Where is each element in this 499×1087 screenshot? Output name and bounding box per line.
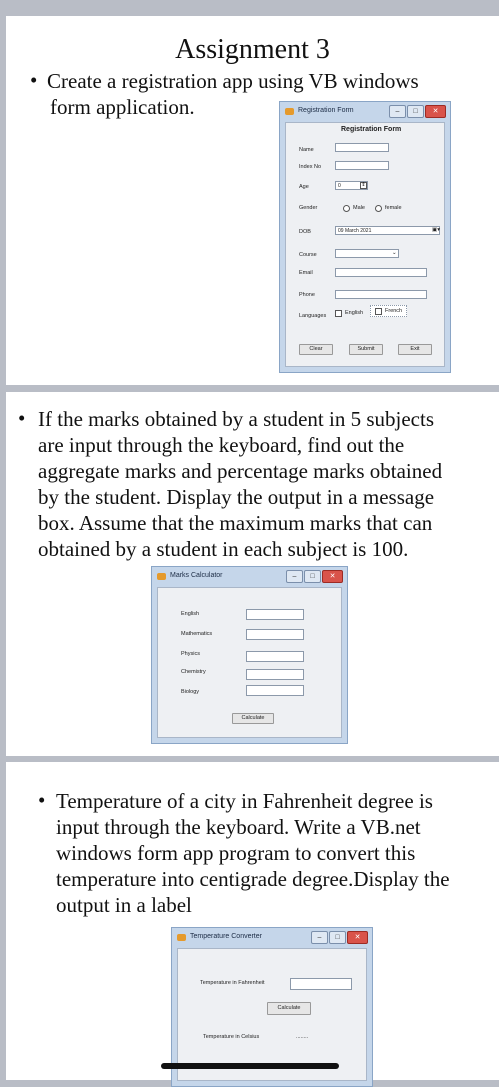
window-title: Marks Calculator <box>170 572 223 579</box>
slide-3-text-line-1: Temperature of a city in Fahrenheit degree is <box>56 789 433 813</box>
languages-label: Languages <box>299 313 327 319</box>
subject-label: Mathematics <box>181 631 213 637</box>
chevron-down-icon[interactable]: ⌄ <box>392 250 397 256</box>
language-french-label: French <box>385 308 403 314</box>
slide-3-text-line-2: input through the keyboard. Write a VB.net <box>56 815 421 839</box>
maximize-icon[interactable]: □ <box>304 570 321 583</box>
form-client-area <box>157 587 342 738</box>
slide-2-text-line-3: aggregate marks and percentage marks obtained <box>38 459 443 483</box>
clear-button[interactable]: Clear <box>299 344 333 355</box>
name-field[interactable] <box>335 143 389 152</box>
slide-1 <box>6 16 499 385</box>
minimize-icon[interactable]: – <box>286 570 303 583</box>
index-label: Index No <box>299 164 322 170</box>
course-combo[interactable] <box>335 249 399 258</box>
slide-2-text-line-4: by the student. Display the output in a message <box>38 485 435 509</box>
course-label: Course <box>299 252 317 258</box>
biology-marks-field[interactable] <box>246 685 304 696</box>
app-icon <box>157 573 166 580</box>
bullet-marker: • <box>38 788 46 812</box>
form-client-area <box>285 122 445 367</box>
celsius-output: ........ <box>296 1034 309 1040</box>
calculate-button[interactable]: Calculate <box>232 713 274 724</box>
bullet-marker: • <box>18 406 26 430</box>
chemistry-marks-field[interactable] <box>246 669 304 680</box>
minimize-icon[interactable]: – <box>389 105 406 118</box>
english-marks-field[interactable] <box>246 609 304 620</box>
registration-form-window <box>279 101 451 373</box>
phone-label: Phone <box>299 292 315 298</box>
app-icon <box>177 934 186 941</box>
bullet-marker: • <box>30 68 38 92</box>
email-field[interactable] <box>335 268 427 277</box>
submit-button[interactable]: Submit <box>349 344 383 355</box>
dob-date-picker[interactable] <box>335 226 440 235</box>
form-client-area <box>177 948 367 1081</box>
dob-value: 09 March 2021 <box>338 228 372 234</box>
physics-marks-field[interactable] <box>246 651 304 662</box>
close-icon[interactable]: ✕ <box>425 105 446 118</box>
slide-title: Assignment 3 <box>175 34 330 65</box>
gender-male-label: Male <box>353 205 365 211</box>
close-icon[interactable]: ✕ <box>322 570 343 583</box>
window-title: Temperature Converter <box>190 933 262 940</box>
stepper-arrows-icon[interactable]: ⇕ <box>361 182 366 188</box>
gender-female-label: female <box>385 205 402 211</box>
slide-2-text-line-2: are input through the keyboard, find out the <box>38 433 405 457</box>
phone-field[interactable] <box>335 290 427 299</box>
index-field[interactable] <box>335 161 389 170</box>
slide-3-text-line-4: temperature into centigrade degree.Display the <box>56 867 450 891</box>
gender-female-radio[interactable] <box>375 205 382 212</box>
language-english-checkbox[interactable] <box>335 310 342 317</box>
language-english-label: English <box>345 310 364 316</box>
slide-2-text-line-5: box. Assume that the maximum marks that can <box>38 511 433 535</box>
slide-1-text-line-2: form application. <box>50 95 195 119</box>
age-value: 0 <box>338 183 341 189</box>
slide-1-text-line-1: Create a registration app using VB windows <box>47 69 419 93</box>
window-title: Registration Form <box>298 107 354 114</box>
subject-label: Biology <box>181 689 200 695</box>
minimize-icon[interactable]: – <box>311 931 328 944</box>
title-bar <box>280 102 450 122</box>
subject-label: Physics <box>181 651 200 657</box>
close-icon[interactable]: ✕ <box>347 931 368 944</box>
name-label: Name <box>299 147 314 153</box>
form-heading: Registration Form <box>341 126 402 133</box>
age-label: Age <box>299 184 309 190</box>
home-indicator[interactable] <box>161 1063 339 1069</box>
maximize-icon[interactable]: □ <box>329 931 346 944</box>
gender-label: Gender <box>299 205 318 211</box>
slide-2-text-line-1: If the marks obtained by a student in 5 subjects <box>38 407 434 431</box>
marks-calculator-window <box>151 566 348 744</box>
celsius-label: Temperature in Celsius <box>203 1034 260 1040</box>
gender-male-radio[interactable] <box>343 205 350 212</box>
email-label: Email <box>299 270 313 276</box>
language-french-checkbox[interactable] <box>375 308 382 315</box>
fahrenheit-label: Temperature in Fahrenheit <box>200 980 265 986</box>
title-bar <box>152 567 347 587</box>
mathematics-marks-field[interactable] <box>246 629 304 640</box>
calendar-dropdown-icon[interactable]: ▣▾ <box>432 227 440 233</box>
app-icon <box>285 108 294 115</box>
subject-label: English <box>181 611 200 617</box>
title-bar <box>172 928 372 948</box>
slide-3 <box>6 762 499 1080</box>
slide-2-text-line-6: obtained by a student in each subject is 100. <box>38 537 409 561</box>
dob-label: DOB <box>299 229 311 235</box>
subject-label: Chemistry <box>181 669 206 675</box>
calculate-button[interactable]: Calculate <box>267 1002 311 1015</box>
slide-2 <box>6 392 499 756</box>
maximize-icon[interactable]: □ <box>407 105 424 118</box>
slide-3-text-line-5: output in a label <box>56 893 192 917</box>
fahrenheit-input[interactable] <box>290 978 352 990</box>
slide-3-text-line-3: windows form app program to convert this <box>56 841 416 865</box>
exit-button[interactable]: Exit <box>398 344 432 355</box>
